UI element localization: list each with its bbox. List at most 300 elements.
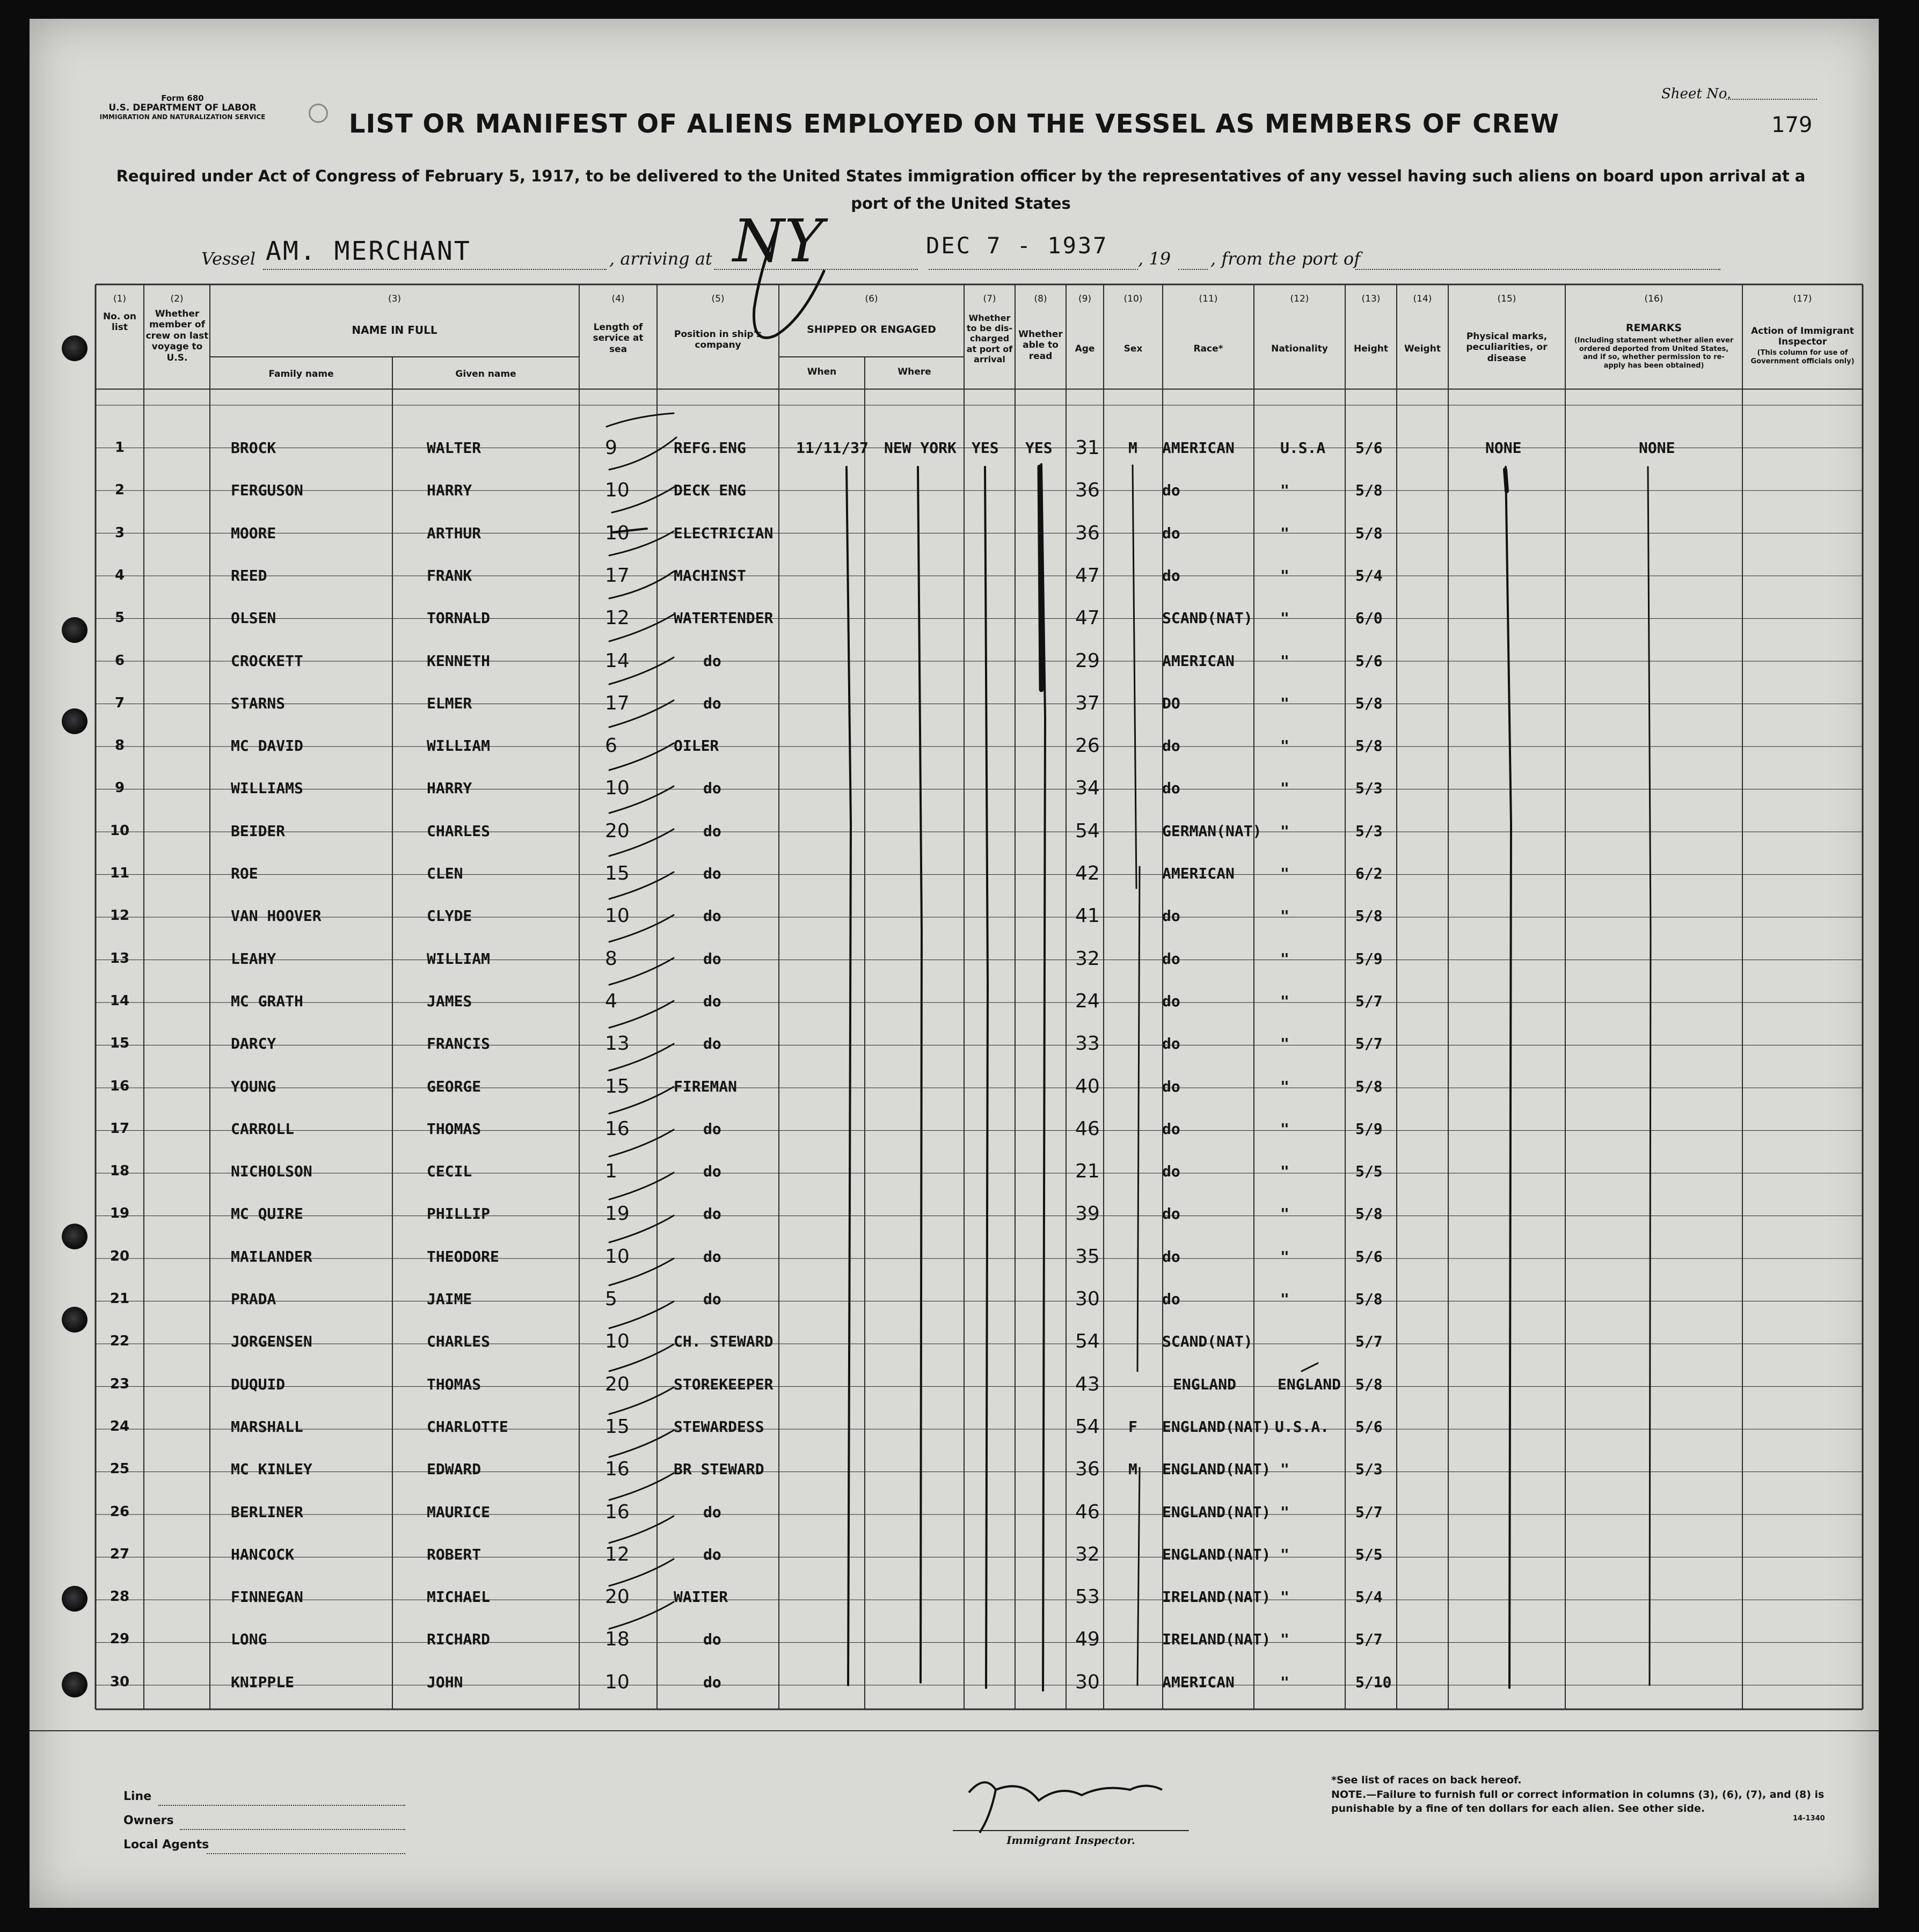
header-race: Race* [1193, 343, 1223, 354]
cell-given: CHARLES [427, 1333, 491, 1351]
cell-marks: NONE [1485, 439, 1522, 457]
cell-position: do [703, 1119, 721, 1138]
cell-height: 6/0 [1355, 609, 1383, 627]
cell-given: JOHN [427, 1673, 463, 1691]
service-name: IMMIGRATION AND NATURALIZATION SERVICE [99, 113, 266, 121]
cell-nationality: " [1280, 1162, 1289, 1181]
cell-family: MOORE [231, 524, 276, 542]
footer-line-label: Line [123, 1790, 152, 1803]
cell-position: ELECTRICIAN [674, 524, 774, 542]
cell-family: REED [231, 566, 267, 584]
cell-service: 1 [605, 1160, 617, 1183]
cell-service: 10 [605, 479, 630, 502]
cell-when: 11/11/37 [796, 439, 869, 457]
row-number: 21 [110, 1291, 130, 1307]
cell-height: 5/9 [1355, 1119, 1383, 1138]
row-number: 2 [114, 482, 125, 499]
column-number: (3) [388, 294, 402, 304]
column-number: (12) [1290, 294, 1309, 304]
column-number: (8) [1034, 294, 1047, 304]
row-number: 16 [110, 1078, 130, 1094]
cell-height: 5/6 [1355, 1417, 1383, 1436]
column-number: (1) [113, 294, 127, 304]
cell-service: 14 [605, 649, 630, 672]
column-number: (10) [1123, 294, 1143, 304]
cell-nationality: " [1280, 1460, 1289, 1479]
inspector-signature [969, 1782, 1162, 1833]
header-physical-marks: Physical marks, peculiarities, or disease [1466, 331, 1548, 364]
header-weight: Weight [1404, 343, 1441, 354]
cell-nationality: " [1280, 822, 1289, 840]
cell-race: do [1162, 1247, 1180, 1265]
cell-race: SCAND(NAT) [1162, 609, 1253, 627]
row-number: 26 [110, 1503, 130, 1520]
cell-race: do [1162, 1290, 1180, 1308]
cell-service: 16 [605, 1501, 630, 1523]
page-subtitle: Required under Act of Congress of February 5, 1917, to be delivered to the United States immigration officer by the representatives of any vessel having such aliens on board upon arrival at a port of the United States [116, 167, 1806, 213]
cell-nationality: " [1280, 949, 1289, 968]
cell-discharged: YES [972, 439, 999, 457]
cell-race: do [1162, 737, 1180, 755]
cell-service: 12 [605, 1543, 630, 1565]
cell-family: BEIDER [231, 822, 286, 840]
cell-position: STOREKEEPER [674, 1375, 774, 1393]
cell-nationality: " [1280, 1035, 1289, 1053]
cell-position: do [703, 779, 721, 797]
header-height: Height [1354, 343, 1388, 354]
header-remarks-note: (Including statement whether alien ever ordered deported from United States, and if so, whether permission to re-apply has been obtained) [1574, 336, 1734, 370]
cell-given: EDWARD [427, 1460, 481, 1479]
column-number: (2) [170, 294, 184, 304]
row-number: 14 [110, 992, 130, 1009]
cell-nationality: " [1280, 865, 1289, 882]
vessel-label: Vessel [201, 248, 256, 269]
cell-height: 6/2 [1355, 865, 1383, 882]
cell-given: WILLIAM [427, 949, 491, 968]
cell-age: 29 [1075, 649, 1100, 672]
cell-service: 16 [605, 1458, 630, 1481]
cell-race: AMERICAN [1162, 1673, 1235, 1691]
cell-position: DECK ENG [674, 481, 746, 500]
cell-age: 53 [1075, 1586, 1100, 1608]
row-number: 8 [114, 737, 125, 754]
cell-nationality: " [1280, 566, 1289, 584]
column-number: (13) [1361, 294, 1381, 304]
cell-race: do [1162, 1162, 1180, 1181]
cell-given: JAIME [427, 1290, 472, 1308]
cell-height: 5/4 [1355, 566, 1383, 584]
cell-family: CARROLL [231, 1119, 295, 1138]
cell-height: 5/7 [1355, 1630, 1383, 1649]
row-number: 6 [114, 652, 125, 669]
cell-position: do [703, 694, 721, 712]
column-number: (15) [1497, 294, 1516, 304]
year-label: , 19 [1138, 248, 1171, 269]
cell-race: AMERICAN [1162, 439, 1235, 457]
row-number: 28 [110, 1589, 130, 1605]
cell-service: 12 [605, 607, 630, 630]
cell-position: do [703, 1545, 721, 1563]
cell-service: 20 [605, 1586, 630, 1608]
cell-position: do [703, 1673, 721, 1691]
cell-nationality: U.S.A [1280, 439, 1326, 457]
cell-nationality: " [1280, 1290, 1289, 1308]
cell-race: do [1162, 524, 1180, 542]
cell-given: WALTER [427, 439, 481, 457]
row-number: 11 [110, 865, 130, 881]
cell-height: 5/5 [1355, 1162, 1383, 1181]
row-number: 10 [110, 822, 130, 839]
header-action-note: (This column for use of Government officials only) [1750, 349, 1855, 365]
department-name: U.S. DEPARTMENT OF LABOR [108, 103, 257, 114]
cell-family: STARNS [231, 694, 286, 712]
cell-given: KENNETH [427, 652, 491, 670]
cell-height: 5/6 [1355, 1247, 1383, 1265]
cell-race: ENGLAND(NAT) [1162, 1503, 1271, 1521]
cell-given: CHARLES [427, 822, 491, 840]
cell-position: do [703, 992, 721, 1010]
cell-age: 36 [1075, 522, 1100, 544]
cell-age: 26 [1075, 735, 1100, 757]
cell-family: ROE [231, 865, 258, 882]
cell-service: 20 [605, 819, 630, 842]
cell-race: do [1162, 907, 1180, 925]
header-sex: Sex [1123, 343, 1143, 354]
cell-height: 5/8 [1355, 694, 1383, 712]
cell-service: 17 [605, 564, 630, 587]
cell-remarks: NONE [1639, 439, 1675, 457]
cell-nationality: " [1280, 1673, 1289, 1691]
cell-nationality: " [1280, 694, 1289, 712]
cell-nationality: " [1280, 652, 1289, 670]
cell-family: HANCOCK [231, 1545, 295, 1563]
row-number: 13 [110, 950, 130, 967]
cell-given: MICHAEL [427, 1588, 491, 1606]
cell-service: 16 [605, 1117, 630, 1140]
header-where: Where [898, 367, 931, 377]
cell-nationality: " [1280, 1545, 1289, 1563]
cell-position: STEWARDESS [674, 1417, 764, 1436]
row-number: 29 [110, 1631, 130, 1648]
cell-given: ELMER [427, 694, 472, 712]
cell-family: OLSEN [231, 609, 276, 627]
row-number: 1 [114, 440, 125, 456]
cell-race: ENGLAND(NAT) [1162, 1417, 1271, 1436]
cell-given: CHARLOTTE [427, 1417, 508, 1436]
cell-given: GEORGE [427, 1077, 481, 1095]
cell-given: PHILLIP [427, 1205, 491, 1223]
cell-service: 15 [605, 1415, 630, 1438]
cell-position: WATERTENDER [674, 609, 774, 627]
column-number: (5) [711, 294, 725, 304]
column-number: (7) [983, 294, 996, 304]
cell-service: 13 [605, 1033, 630, 1055]
cell-race: do [1162, 1077, 1180, 1095]
row-number: 15 [110, 1035, 130, 1052]
cell-race: SCAND(NAT) [1162, 1333, 1253, 1351]
row-number: 30 [110, 1673, 130, 1690]
cell-position: do [703, 1290, 721, 1308]
cell-family: MAILANDER [231, 1247, 312, 1265]
cell-given: FRANCIS [427, 1035, 491, 1053]
row-number: 25 [110, 1461, 130, 1477]
cell-age: 30 [1075, 1671, 1100, 1693]
header-able-to-read: Whether able to read [1018, 329, 1063, 362]
cell-family: VAN HOOVER [231, 907, 322, 925]
print-code: 14-1340 [1793, 1814, 1825, 1823]
form-number: Form 680 [161, 93, 204, 103]
cell-height: 5/8 [1355, 907, 1383, 925]
cell-family: PRADA [231, 1290, 276, 1308]
cell-given: ARTHUR [427, 524, 481, 542]
cell-family: MC KINLEY [231, 1460, 312, 1479]
cell-position: do [703, 1630, 721, 1649]
arrival-date: DEC 7 - 1937 [926, 232, 1108, 259]
cell-nationality: " [1280, 1205, 1289, 1223]
cell-service: 18 [605, 1628, 630, 1651]
sheet-number: 179 [1771, 113, 1813, 137]
cell-position: MACHINST [674, 566, 746, 584]
cell-height: 5/8 [1355, 481, 1383, 500]
cell-position: do [703, 907, 721, 925]
header-name-in-full: NAME IN FULL [352, 324, 437, 336]
cell-family: MARSHALL [231, 1417, 303, 1436]
cell-age: 31 [1075, 437, 1100, 459]
cell-race: do [1162, 949, 1180, 968]
cell-family: FINNEGAN [231, 1588, 303, 1606]
cell-service: 10 [605, 1330, 630, 1353]
row-number: 17 [110, 1120, 130, 1137]
cell-position: FIREMAN [674, 1077, 738, 1095]
cell-position: do [703, 1503, 721, 1521]
cell-nationality: " [1280, 609, 1289, 627]
cell-position: do [703, 865, 721, 882]
cell-height: 5/4 [1355, 1588, 1383, 1606]
row-number: 22 [110, 1333, 130, 1350]
cell-sex: M [1128, 1460, 1137, 1479]
cell-service: 10 [605, 1245, 630, 1268]
cell-nationality: " [1280, 779, 1289, 797]
cell-family: DUQUID [231, 1375, 286, 1393]
header-member-last-voyage: Whether member of crew on last voyage to U.S. [145, 309, 209, 363]
cell-age: 46 [1075, 1501, 1100, 1523]
row-number: 5 [114, 610, 125, 626]
cell-nationality: " [1280, 1503, 1289, 1521]
column-number: (16) [1644, 294, 1663, 304]
cell-age: 43 [1075, 1373, 1100, 1395]
cell-service: 5 [605, 1288, 617, 1310]
cell-given: MAURICE [427, 1503, 491, 1521]
cell-height: 5/3 [1355, 822, 1383, 840]
fine-note: NOTE.—Failure to furnish full or correct information in columns (3), (6), (7), and (8) is punishable by a fine of ten dollars for each alien. See other side. [1331, 1789, 1825, 1814]
cell-age: 34 [1075, 777, 1100, 800]
cell-family: BERLINER [231, 1503, 303, 1521]
header-given-name: Given name [455, 369, 516, 379]
inspector-caption: Immigrant Inspector. [1006, 1834, 1135, 1847]
cell-family: FERGUSON [231, 481, 303, 500]
cell-age: 36 [1075, 479, 1100, 502]
cell-position: do [703, 1162, 721, 1181]
races-note: *See list of races on back hereof. [1331, 1774, 1522, 1786]
cell-family: LEAHY [231, 949, 276, 968]
cell-race: IRELAND(NAT) [1162, 1588, 1271, 1606]
cell-height: 5/3 [1355, 1460, 1383, 1479]
cell-given: HARRY [427, 481, 472, 500]
cell-family: YOUNG [231, 1077, 276, 1095]
cell-position: do [703, 1247, 721, 1265]
cell-age: 35 [1075, 1245, 1100, 1268]
cell-race: ENGLAND [1173, 1375, 1237, 1393]
handwritten-marks [30, 19, 1879, 1908]
cell-height: 5/9 [1355, 949, 1383, 968]
header-no-on-list: No. on list [103, 311, 137, 333]
cell-height: 5/7 [1355, 992, 1383, 1010]
cell-read: YES [1025, 439, 1053, 457]
header-length-service: Length of service at sea [593, 322, 644, 355]
cell-nationality: " [1280, 907, 1289, 925]
cell-age: 41 [1075, 905, 1100, 927]
cell-position: CH. STEWARD [674, 1333, 774, 1351]
cell-service: 15 [605, 1075, 630, 1097]
vessel-name: AM. MERCHANT [266, 236, 471, 266]
cell-given: CLYDE [427, 907, 472, 925]
cell-age: 21 [1075, 1160, 1100, 1183]
cell-family: NICHOLSON [231, 1162, 312, 1181]
cell-height: 5/10 [1355, 1673, 1392, 1691]
row-number: 24 [110, 1418, 130, 1435]
cell-family: MC GRATH [231, 992, 303, 1010]
cell-nationality: ENGLAND [1278, 1375, 1341, 1393]
cell-age: 42 [1075, 862, 1100, 884]
cell-position: do [703, 1035, 721, 1053]
row-number: 20 [110, 1248, 130, 1264]
cell-age: 54 [1075, 819, 1100, 842]
cell-position: BR STEWARD [674, 1460, 764, 1479]
cell-height: 5/8 [1355, 1375, 1383, 1393]
footer-agents-fill [207, 1833, 405, 1854]
cell-race: DO [1162, 694, 1180, 712]
cell-age: 37 [1075, 692, 1100, 714]
column-number: (11) [1199, 294, 1218, 304]
cell-race: do [1162, 779, 1180, 797]
cell-age: 46 [1075, 1117, 1100, 1140]
footer-owners-label: Owners [123, 1814, 174, 1827]
cell-position: do [703, 652, 721, 670]
cell-nationality: " [1280, 1119, 1289, 1138]
row-number: 3 [114, 524, 125, 541]
cell-height: 5/6 [1355, 439, 1383, 457]
cell-family: BROCK [231, 439, 276, 457]
column-number: (4) [611, 294, 625, 304]
cell-family: CROCKETT [231, 652, 303, 670]
cell-given: CLEN [427, 865, 463, 882]
cell-service: 15 [605, 862, 630, 884]
cell-sex: F [1128, 1417, 1137, 1436]
cell-age: 40 [1075, 1075, 1100, 1097]
row-number: 23 [110, 1375, 130, 1392]
cell-height: 5/8 [1355, 1205, 1383, 1223]
cell-position: do [703, 949, 721, 968]
cell-service: 6 [605, 735, 617, 757]
cell-given: TORNALD [427, 609, 491, 627]
cell-given: ROBERT [427, 1545, 481, 1563]
cell-height: 5/5 [1355, 1545, 1383, 1563]
cell-given: THOMAS [427, 1119, 481, 1138]
cell-where: NEW YORK [884, 439, 957, 457]
row-number: 18 [110, 1163, 130, 1180]
row-number: 4 [114, 567, 125, 583]
cell-given: WILLIAM [427, 737, 491, 755]
cell-given: THOMAS [427, 1375, 481, 1393]
cell-nationality: " [1280, 481, 1289, 500]
column-number: (9) [1078, 294, 1092, 304]
sheet-number-label: Sheet No. [1661, 86, 1732, 102]
cell-given: CECIL [427, 1162, 472, 1181]
cell-age: 54 [1075, 1330, 1100, 1353]
row-number: 12 [110, 908, 130, 924]
footer-agents-label: Local Agents [123, 1838, 209, 1851]
cell-service: 10 [605, 905, 630, 927]
cell-nationality: " [1280, 1077, 1289, 1095]
cell-family: WILLIAMS [231, 779, 303, 797]
header-nationality: Nationality [1271, 343, 1328, 354]
cell-race: ENGLAND(NAT) [1162, 1545, 1271, 1563]
cell-given: HARRY [427, 779, 472, 797]
cell-family: KNIPPLE [231, 1673, 295, 1691]
cell-height: 5/7 [1355, 1503, 1383, 1521]
cell-given: JAMES [427, 992, 472, 1010]
row-number: 9 [114, 780, 125, 796]
header-family-name: Family name [268, 369, 334, 379]
footer-owners-fill [180, 1809, 405, 1830]
cell-height: 5/3 [1355, 779, 1383, 797]
cell-nationality: " [1280, 992, 1289, 1010]
cell-nationality: " [1280, 737, 1289, 755]
cell-service: 10 [605, 777, 630, 800]
cell-nationality: " [1280, 1630, 1289, 1649]
cell-position: WAITER [674, 1588, 728, 1606]
cell-age: 24 [1075, 990, 1100, 1012]
cell-race: ENGLAND(NAT) [1162, 1460, 1271, 1479]
header-when: When [807, 367, 837, 377]
cell-service: 8 [605, 947, 617, 970]
cell-position: OILER [674, 737, 719, 755]
cell-service: 19 [605, 1203, 630, 1225]
cell-service: 17 [605, 692, 630, 714]
arriving-port: NY [733, 207, 823, 275]
cell-age: 47 [1075, 607, 1100, 630]
from-port-label: , from the port of [1210, 248, 1361, 269]
header-position: Position in ship's company [674, 329, 762, 351]
cell-given: RICHARD [427, 1630, 491, 1649]
cell-age: 49 [1075, 1628, 1100, 1651]
signature-line [953, 1830, 1189, 1831]
cell-height: 5/8 [1355, 524, 1383, 542]
column-number: (17) [1793, 294, 1812, 304]
cell-age: 47 [1075, 564, 1100, 587]
header-discharged: Whether to be dis-charged at port of arrival [966, 313, 1013, 364]
cell-race: GERMAN(NAT) [1162, 822, 1262, 840]
arriving-label: , arriving at [609, 248, 712, 269]
manifest-sheet [30, 19, 1879, 1908]
header-age: Age [1075, 343, 1095, 354]
cell-race: AMERICAN [1162, 652, 1235, 670]
cell-age: 32 [1075, 947, 1100, 970]
cell-nationality: U.S.A. [1275, 1417, 1330, 1436]
row-number: 7 [114, 694, 125, 711]
header-action: Action of Immigrant Inspector [1751, 326, 1854, 348]
cell-height: 5/7 [1355, 1333, 1383, 1351]
